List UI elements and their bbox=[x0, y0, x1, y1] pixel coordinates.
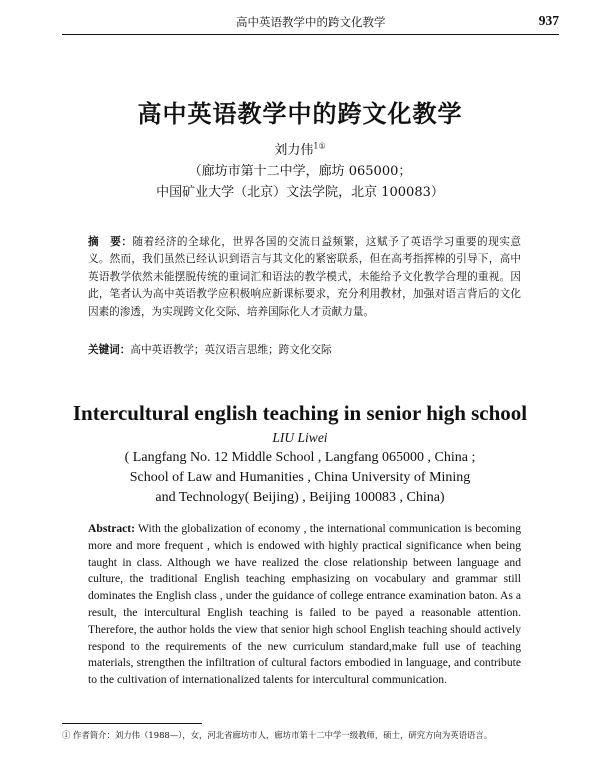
chinese-affiliation-2: 中国矿业大学（北京）文法学院，北京 100083） bbox=[156, 185, 444, 200]
footnote-rule bbox=[62, 723, 202, 724]
page-number: 937 bbox=[538, 13, 559, 28]
chinese-abstract-label: 摘 要： bbox=[88, 236, 133, 248]
header-rule bbox=[62, 34, 559, 35]
running-header-title: 高中英语教学中的跨文化教学 bbox=[236, 15, 386, 29]
chinese-keywords-label: 关键词： bbox=[88, 344, 131, 356]
running-header bbox=[62, 14, 559, 36]
chinese-keywords bbox=[88, 342, 521, 359]
english-affiliation-1: ( Langfang No. 12 Middle School , Langfang 065000 , China ; bbox=[124, 450, 476, 465]
chinese-author bbox=[0, 139, 600, 158]
chinese-keywords-text: 高中英语教学；英汉语言思维；跨文化交际 bbox=[130, 344, 332, 356]
english-abstract-text: With the globalization of economy , the international communication is becoming more and more frequent , which is endowed with highly practical significance when being taught in class. Although we have realized the close relationship between language and culture, the traditional English teaching emphasizing on vocabulary and grammar still dominates the English class , under the guidance of college entrance examination baton. As a result, the intercultural English teaching is failed to be payed a reasonable attention. Therefore, the author holds the view that senior high school English teaching should actively respond to the requirements of the new curriculum standard,make full use of teaching materials, strengthen the infiltration of cultural factors embodied in language, and contribute to the cultivation of internationalized talents for intercultural communication. bbox=[88, 522, 521, 687]
chinese-abstract-text: 随着经济的全球化，世界各国的交流日益频繁，这赋予了英语学习重要的现实意义。然而，我们虽然已经认识到语言与其文化的紧密联系，但在高考指挥棒的引导下，高中英语教学依然未能摆脱传统的重词汇和语法的教学模式，未能给予文化教学合理的重视。因此，笔者认为高中英语教学应积极响应新课标要求，充分利用教材，加强对语言背后的文化因素的渗透，为实现跨文化交际、培养国际化人才贡献力量。 bbox=[88, 236, 522, 318]
footnote: ① 作者简介：刘力伟（1988—），女，河北省廊坊市人，廊坊市第十二中学一级教师，硕士，研究方向为英语语言。 bbox=[62, 730, 493, 740]
chinese-affiliation-1: （廊坊市第十二中学，廊坊 065000； bbox=[188, 164, 412, 179]
english-abstract bbox=[88, 521, 521, 689]
chinese-title: 高中英语教学中的跨文化教学 bbox=[137, 99, 463, 128]
chinese-author-marks: 1① bbox=[313, 141, 326, 151]
english-author: LIU Liwei bbox=[272, 430, 328, 445]
english-title: Intercultural english teaching in senior high school bbox=[72, 401, 528, 425]
english-affiliation-3: and Technology( Beijing) , Beijing 100083 , China) bbox=[155, 490, 445, 505]
chinese-author-name: 刘力伟 bbox=[274, 143, 314, 158]
english-affiliation-2: School of Law and Humanities , China University of Mining bbox=[129, 470, 471, 485]
english-abstract-label: Abstract: bbox=[88, 522, 136, 535]
chinese-abstract bbox=[88, 234, 521, 321]
